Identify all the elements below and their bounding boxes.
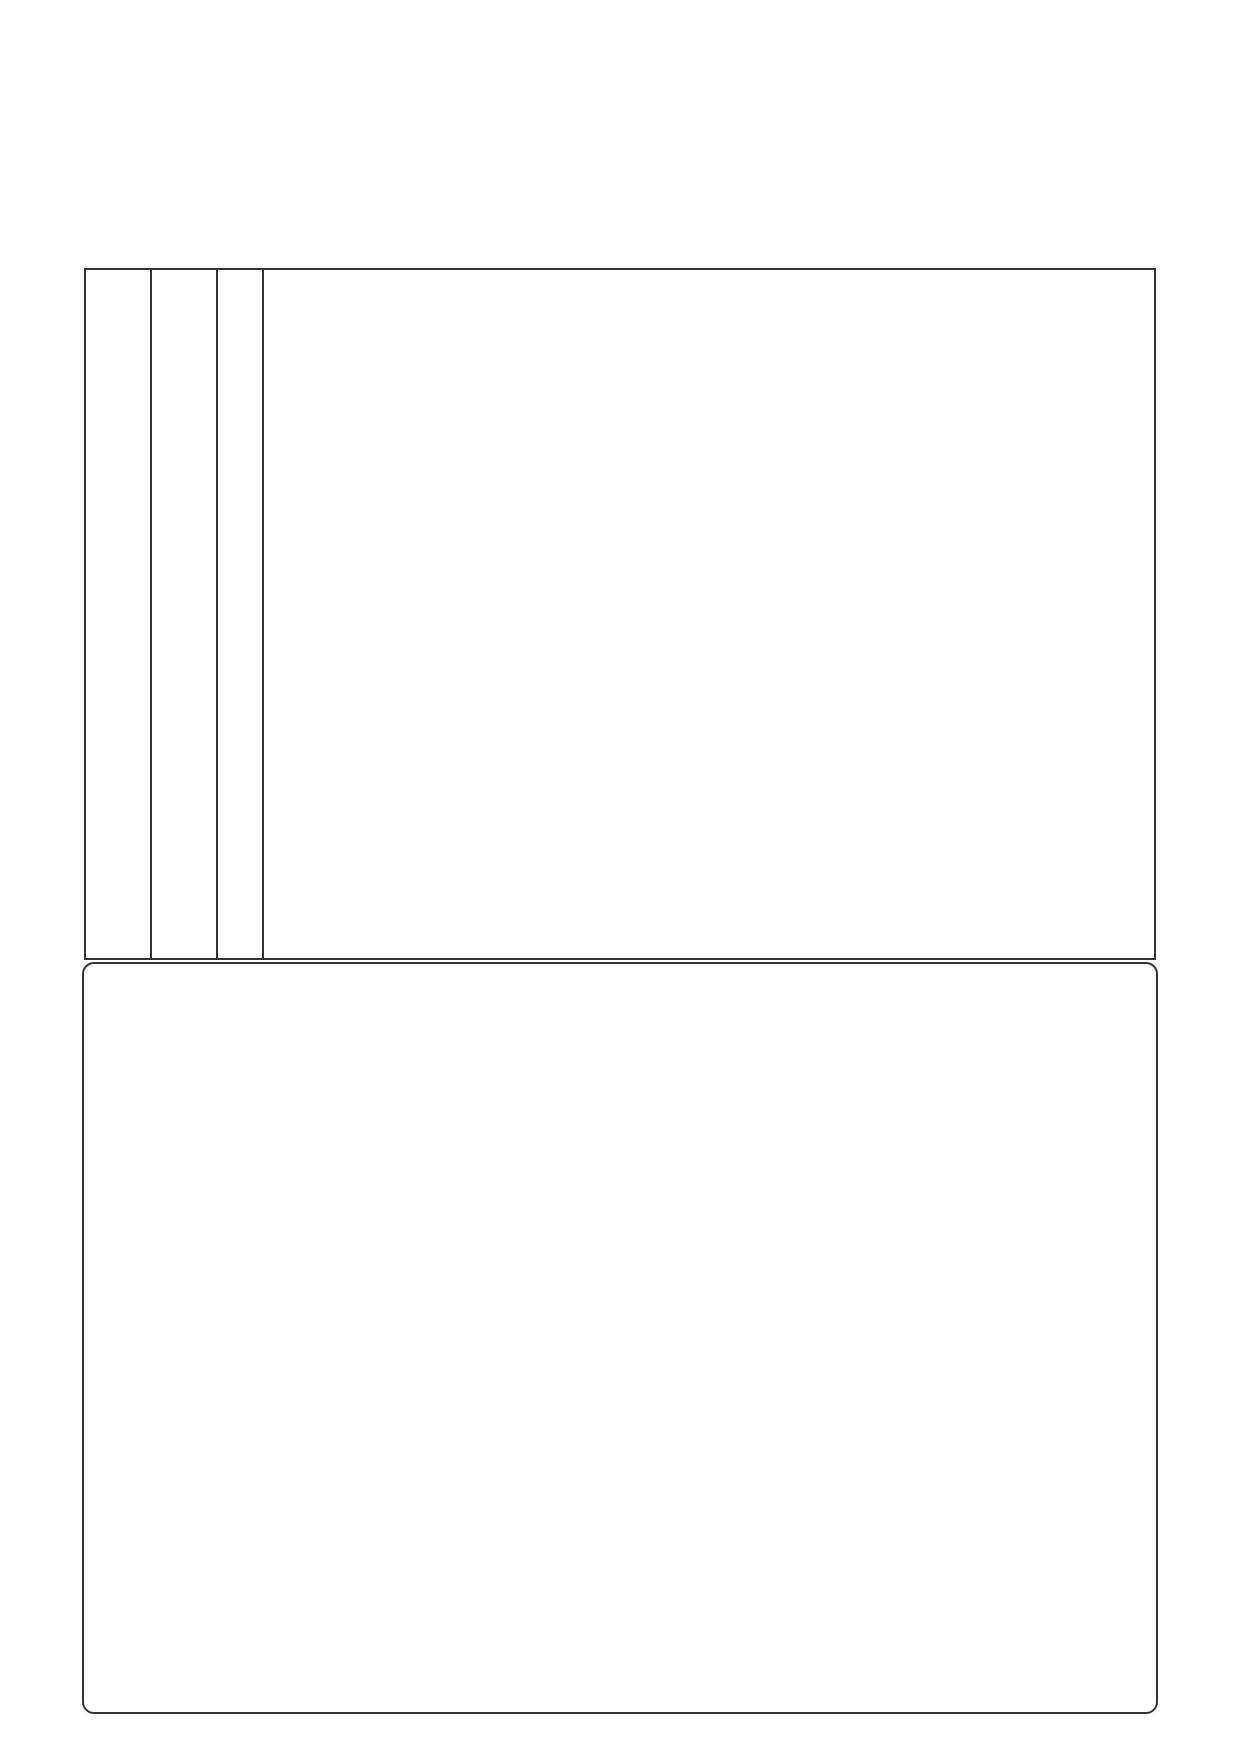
notices-box: [82, 962, 1158, 1714]
divider-weekday: [262, 270, 264, 958]
divider-day: [216, 270, 218, 958]
schedule-table: [84, 268, 1156, 960]
divider-month: [150, 270, 152, 958]
